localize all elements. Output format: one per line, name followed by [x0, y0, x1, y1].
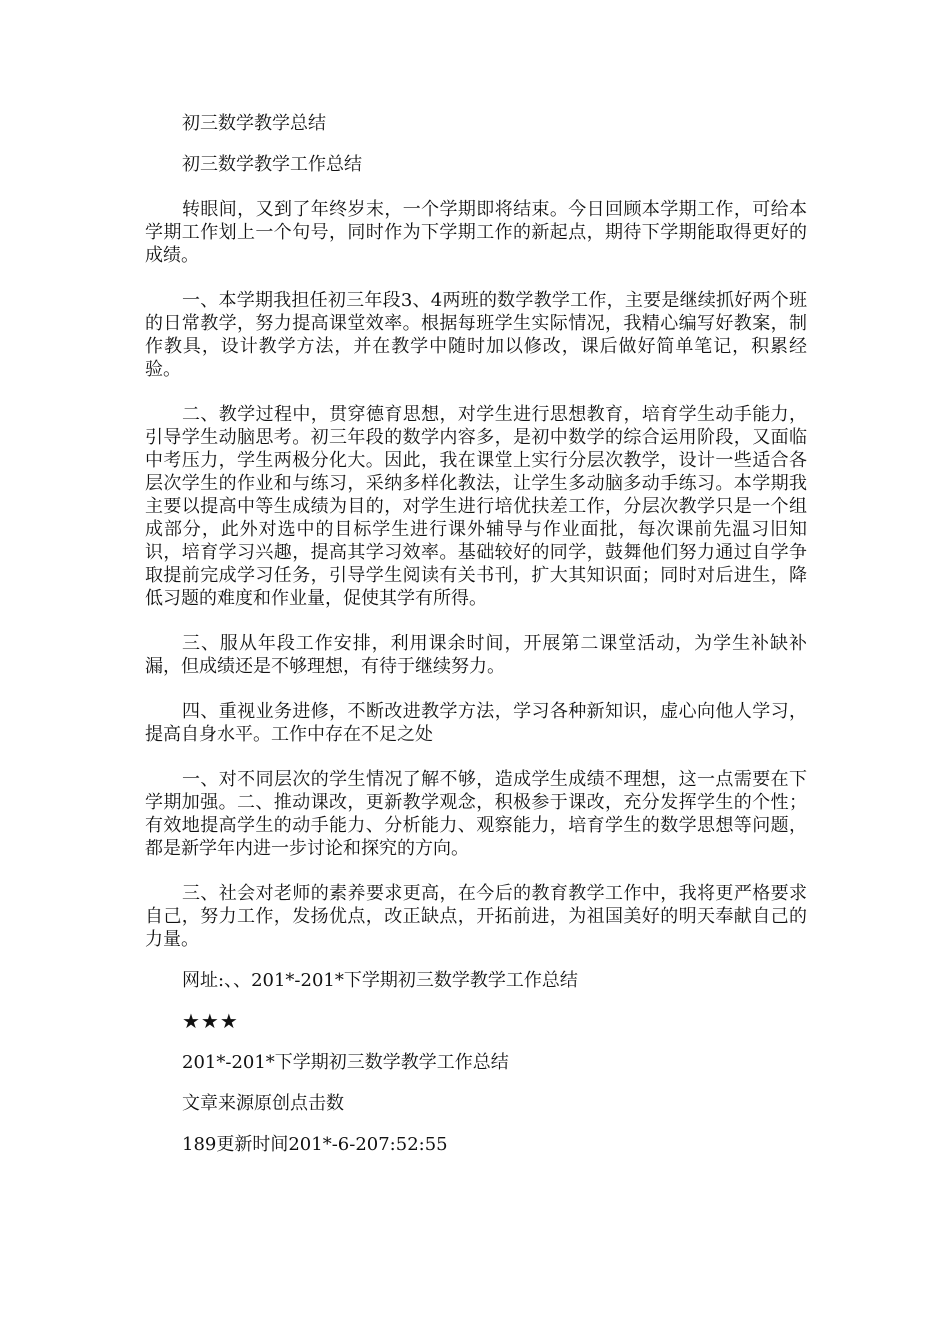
- document-title: 初三数学教学总结: [182, 113, 326, 134]
- source-line: 文章来源原创点击数: [182, 1093, 344, 1114]
- paragraph-section-3: 三、服从年段工作安排，利用课余时间，开展第二课堂活动，为学生补缺补漏，但成绩还是不够理想，有待于继续努力。: [145, 633, 807, 677]
- paragraph-shortcoming-1: 一、对不同层次的学生情况了解不够，造成学生成绩不理想，这一点需要在下学期加强。二、推动课改，更新教学观念，积极参于课改，充分发挥学生的个性；有效地提高学生的动手能力、分析能力、观察能力，培育学生的数学思想等问题，都是新学年内进一步讨论和探究的方向。: [145, 769, 807, 859]
- article-title: 201*-201*下学期初三数学教学工作总结: [182, 1052, 509, 1073]
- paragraph-section-1: 一、本学期我担任初三年段3、4两班的数学教学工作，主要是继续抓好两个班的日常教学，努力提高课堂效率。根据每班学生实际情况，我精心编写好教案，制作教具，设计教学方法，并在教学中随时加以修改，课后做好简单笔记，积累经验。: [145, 290, 807, 380]
- rating-stars: ★★★: [182, 1009, 239, 1033]
- url-line: 网址:、、201*-201*下学期初三数学教学工作总结: [182, 970, 578, 991]
- paragraph-intro: 转眼间，又到了年终岁末，一个学期即将结束。今日回顾本学期工作，可给本学期工作划上一个句号，同时作为下学期工作的新起点，期待下学期能取得更好的成绩。: [145, 199, 807, 266]
- document-subtitle: 初三数学教学工作总结: [182, 154, 362, 175]
- paragraph-section-4: 四、重视业务进修，不断改进教学方法，学习各种新知识，虚心向他人学习，提高自身水平。工作中存在不足之处: [145, 701, 807, 745]
- update-line: 189更新时间201*-6-207:52:55: [182, 1134, 448, 1155]
- paragraph-shortcoming-3: 三、社会对老师的素养要求更高，在今后的教育教学工作中，我将更严格要求自己，努力工作，发扬优点，改正缺点，开拓前进，为祖国美好的明天奉献自己的力量。: [145, 883, 807, 950]
- paragraph-section-2: 二、教学过程中，贯穿德育思想，对学生进行思想教育，培育学生动手能力，引导学生动脑思考。初三年段的数学内容多，是初中数学的综合运用阶段，又面临中考压力，学生两极分化大。因此，我在课堂上实行分层次教学，设计一些适合各层次学生的作业和与练习，采纳多样化教法，让学生多动脑多动手练习。本学期我主要以提高中等生成绩为目的，对学生进行培优扶差工作，分层次教学只是一个组成部分，此外对选中的目标学生进行课外辅导与作业面批，每次课前先温习旧知识，培育学习兴趣，提高其学习效率。基础较好的同学，鼓舞他们努力通过自学争取提前完成学习任务，引导学生阅读有关书刊，扩大其知识面；同时对后进生，降低习题的难度和作业量，促使其学有所得。: [145, 404, 807, 609]
- document-body: [145, 112, 807, 1174]
